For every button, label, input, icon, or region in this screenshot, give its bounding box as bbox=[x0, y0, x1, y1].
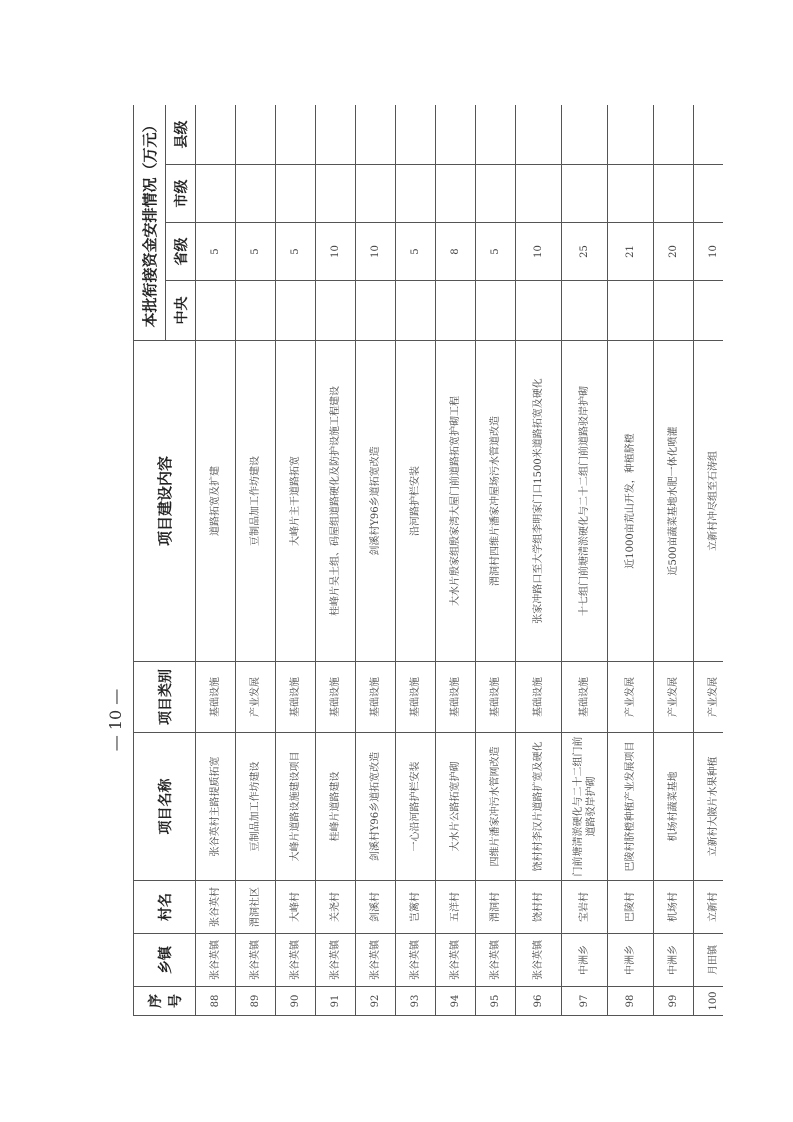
cell-township: 张谷英镇 bbox=[396, 934, 436, 987]
cell-village: 大峰村 bbox=[276, 881, 316, 934]
header-central: 中央 bbox=[166, 281, 196, 341]
cell-provincial: 5 bbox=[196, 223, 236, 281]
cell-provincial: 10 bbox=[316, 223, 356, 281]
cell-county bbox=[276, 105, 316, 165]
cell-village: 饶村村 bbox=[516, 881, 562, 934]
header-provincial: 省级 bbox=[166, 223, 196, 281]
cell-village: 五洋村 bbox=[436, 881, 476, 934]
cell-provincial: 25 bbox=[562, 223, 608, 281]
cell-provincial: 5 bbox=[476, 223, 516, 281]
cell-county bbox=[694, 105, 724, 165]
cell-provincial: 21 bbox=[608, 223, 654, 281]
cell-city bbox=[476, 165, 516, 223]
cell-type: 基础设施 bbox=[316, 662, 356, 733]
cell-central bbox=[396, 281, 436, 341]
cell-name: 大水片公路拓宽护砌 bbox=[436, 733, 476, 881]
table-row bbox=[694, 105, 724, 1016]
cell-type: 基础设施 bbox=[356, 662, 396, 733]
cell-content: 立新村冲尽组至石涛组 bbox=[694, 341, 724, 662]
cell-township: 张谷英镇 bbox=[196, 934, 236, 987]
cell-content: 沿河路护栏安装 bbox=[396, 341, 436, 662]
cell-city bbox=[654, 165, 694, 223]
cell-seq: 100 bbox=[694, 987, 724, 1016]
cell-village: 渭洞社区 bbox=[236, 881, 276, 934]
cell-township: 张谷英镇 bbox=[516, 934, 562, 987]
cell-village: 机场村 bbox=[654, 881, 694, 934]
cell-city bbox=[196, 165, 236, 223]
cell-county bbox=[196, 105, 236, 165]
cell-name: 大峰片道路设施建设项目 bbox=[276, 733, 316, 881]
cell-type: 产业发展 bbox=[608, 662, 654, 733]
cell-type: 基础设施 bbox=[396, 662, 436, 733]
cell-provincial: 5 bbox=[276, 223, 316, 281]
cell-city bbox=[356, 165, 396, 223]
cell-village: 剑溪村 bbox=[356, 881, 396, 934]
cell-type: 产业发展 bbox=[236, 662, 276, 733]
cell-township: 张谷英镇 bbox=[356, 934, 396, 987]
cell-provincial: 5 bbox=[236, 223, 276, 281]
cell-type: 基础设施 bbox=[276, 662, 316, 733]
cell-central bbox=[562, 281, 608, 341]
cell-content: 近500亩蔬菜基地水肥一体化喷灌 bbox=[654, 341, 694, 662]
table-row bbox=[316, 105, 356, 1016]
cell-central bbox=[196, 281, 236, 341]
cell-township: 中洲乡 bbox=[608, 934, 654, 987]
cell-seq: 96 bbox=[516, 987, 562, 1016]
cell-seq: 95 bbox=[476, 987, 516, 1016]
cell-county bbox=[356, 105, 396, 165]
cell-central bbox=[276, 281, 316, 341]
cell-name: 机场村蔬菜基地 bbox=[654, 733, 694, 881]
cell-content: 近1000亩荒山开发，种植脐橙 bbox=[608, 341, 654, 662]
cell-county bbox=[396, 105, 436, 165]
cell-city bbox=[436, 165, 476, 223]
cell-content: 张家冲路口至大学组李明家门口1500米道路拓宽及硬化 bbox=[516, 341, 562, 662]
header-seq: 序号 bbox=[134, 987, 196, 1016]
header-project-name: 项目名称 bbox=[134, 733, 196, 881]
cell-village: 渭洞村 bbox=[476, 881, 516, 934]
cell-provincial: 8 bbox=[436, 223, 476, 281]
cell-seq: 97 bbox=[562, 987, 608, 1016]
cell-city bbox=[316, 165, 356, 223]
cell-central bbox=[516, 281, 562, 341]
table-row bbox=[516, 105, 562, 1016]
cell-content: 桂峰片吴土组、码屋组道路硬化及防护设施工程建设 bbox=[316, 341, 356, 662]
cell-township: 张谷英镇 bbox=[476, 934, 516, 987]
cell-central bbox=[356, 281, 396, 341]
cell-central bbox=[436, 281, 476, 341]
cell-central bbox=[236, 281, 276, 341]
cell-name: 门前塘清淤硬化与二十二组门前道路驳岸护砌 bbox=[562, 733, 608, 881]
cell-name: 豆制品加工作坊建设 bbox=[236, 733, 276, 881]
cell-township: 中洲乡 bbox=[562, 934, 608, 987]
cell-township: 张谷英镇 bbox=[236, 934, 276, 987]
table-row bbox=[654, 105, 694, 1016]
cell-provincial: 10 bbox=[694, 223, 724, 281]
cell-city bbox=[276, 165, 316, 223]
cell-seq: 92 bbox=[356, 987, 396, 1016]
header-city: 市级 bbox=[166, 165, 196, 223]
cell-name: 桂峰片道路建设 bbox=[316, 733, 356, 881]
rotated-table-area bbox=[133, 105, 723, 1016]
table-row bbox=[276, 105, 316, 1016]
cell-type: 产业发展 bbox=[654, 662, 694, 733]
cell-name: 四维片潘家冲污水管网改造 bbox=[476, 733, 516, 881]
table-row bbox=[356, 105, 396, 1016]
cell-seq: 90 bbox=[276, 987, 316, 1016]
cell-township: 张谷英镇 bbox=[276, 934, 316, 987]
cell-township: 月田镇 bbox=[694, 934, 724, 987]
cell-central bbox=[608, 281, 654, 341]
header-county: 县级 bbox=[166, 105, 196, 165]
cell-village: 巴陵村 bbox=[608, 881, 654, 934]
table-row bbox=[196, 105, 236, 1016]
table-row bbox=[608, 105, 654, 1016]
cell-seq: 93 bbox=[396, 987, 436, 1016]
cell-village: 宝岩村 bbox=[562, 881, 608, 934]
cell-content: 大水片殷家组殷家湾大屋门前道路拓宽护砌工程 bbox=[436, 341, 476, 662]
header-township: 乡镇 bbox=[134, 934, 196, 987]
cell-content: 剑溪村Y96乡道拓宽改造 bbox=[356, 341, 396, 662]
cell-provincial: 20 bbox=[654, 223, 694, 281]
cell-content: 大峰片主干道路拓宽 bbox=[276, 341, 316, 662]
cell-name: 饶村村李汉片道路扩宽及硬化 bbox=[516, 733, 562, 881]
cell-county bbox=[516, 105, 562, 165]
cell-name: 一心沿河路护栏安装 bbox=[396, 733, 436, 881]
cell-central bbox=[476, 281, 516, 341]
cell-provincial: 5 bbox=[396, 223, 436, 281]
header-project-content: 项目建设内容 bbox=[134, 341, 196, 662]
cell-central bbox=[694, 281, 724, 341]
cell-seq: 89 bbox=[236, 987, 276, 1016]
cell-type: 基础设施 bbox=[196, 662, 236, 733]
header-row-1 bbox=[134, 105, 166, 1016]
cell-county bbox=[436, 105, 476, 165]
cell-village: 关尧村 bbox=[316, 881, 356, 934]
cell-county bbox=[654, 105, 694, 165]
cell-type: 基础设施 bbox=[476, 662, 516, 733]
page-number: — 10 — bbox=[105, 688, 125, 752]
cell-type: 产业发展 bbox=[694, 662, 724, 733]
cell-seq: 98 bbox=[608, 987, 654, 1016]
cell-seq: 94 bbox=[436, 987, 476, 1016]
cell-city bbox=[516, 165, 562, 223]
cell-seq: 88 bbox=[196, 987, 236, 1016]
cell-city bbox=[562, 165, 608, 223]
cell-township: 张谷英镇 bbox=[316, 934, 356, 987]
project-funding-table bbox=[133, 105, 723, 1016]
cell-county bbox=[316, 105, 356, 165]
table-rotation-frame bbox=[133, 105, 723, 1016]
cell-name: 立新村大陂片水果种植 bbox=[694, 733, 724, 881]
cell-content: 豆制品加工作坊建设 bbox=[236, 341, 276, 662]
cell-township: 张谷英镇 bbox=[436, 934, 476, 987]
cell-village: 岂篱村 bbox=[396, 881, 436, 934]
table-row bbox=[562, 105, 608, 1016]
cell-provincial: 10 bbox=[356, 223, 396, 281]
header-village: 村名 bbox=[134, 881, 196, 934]
cell-village: 张谷英村 bbox=[196, 881, 236, 934]
cell-village: 立新村 bbox=[694, 881, 724, 934]
cell-content: 渭洞村四维片潘家冲屋场污水管道改造 bbox=[476, 341, 516, 662]
table-row bbox=[476, 105, 516, 1016]
cell-city bbox=[396, 165, 436, 223]
cell-seq: 91 bbox=[316, 987, 356, 1016]
cell-city bbox=[236, 165, 276, 223]
cell-city bbox=[608, 165, 654, 223]
cell-city bbox=[694, 165, 724, 223]
header-funding: 本批衔接资金安排情况（万元） bbox=[134, 105, 166, 341]
cell-county bbox=[476, 105, 516, 165]
cell-county bbox=[608, 105, 654, 165]
table-row bbox=[236, 105, 276, 1016]
cell-name: 剑溪村Y96乡道拓宽改造 bbox=[356, 733, 396, 881]
cell-provincial: 10 bbox=[516, 223, 562, 281]
cell-type: 基础设施 bbox=[516, 662, 562, 733]
cell-type: 基础设施 bbox=[436, 662, 476, 733]
cell-content: 道路拓宽及扩建 bbox=[196, 341, 236, 662]
cell-county bbox=[236, 105, 276, 165]
table-row bbox=[436, 105, 476, 1016]
cell-name: 张谷英村主路提质拓宽 bbox=[196, 733, 236, 881]
table-row bbox=[396, 105, 436, 1016]
cell-county bbox=[562, 105, 608, 165]
cell-content: 十七组门前塘清淤硬化与二十二组门前道路驳岸护砌 bbox=[562, 341, 608, 662]
cell-seq: 99 bbox=[654, 987, 694, 1016]
cell-type: 基础设施 bbox=[562, 662, 608, 733]
cell-central bbox=[654, 281, 694, 341]
cell-central bbox=[316, 281, 356, 341]
cell-township: 中洲乡 bbox=[654, 934, 694, 987]
header-project-type: 项目类别 bbox=[134, 662, 196, 733]
cell-name: 巴陵村脐橙种植产业发展项目 bbox=[608, 733, 654, 881]
